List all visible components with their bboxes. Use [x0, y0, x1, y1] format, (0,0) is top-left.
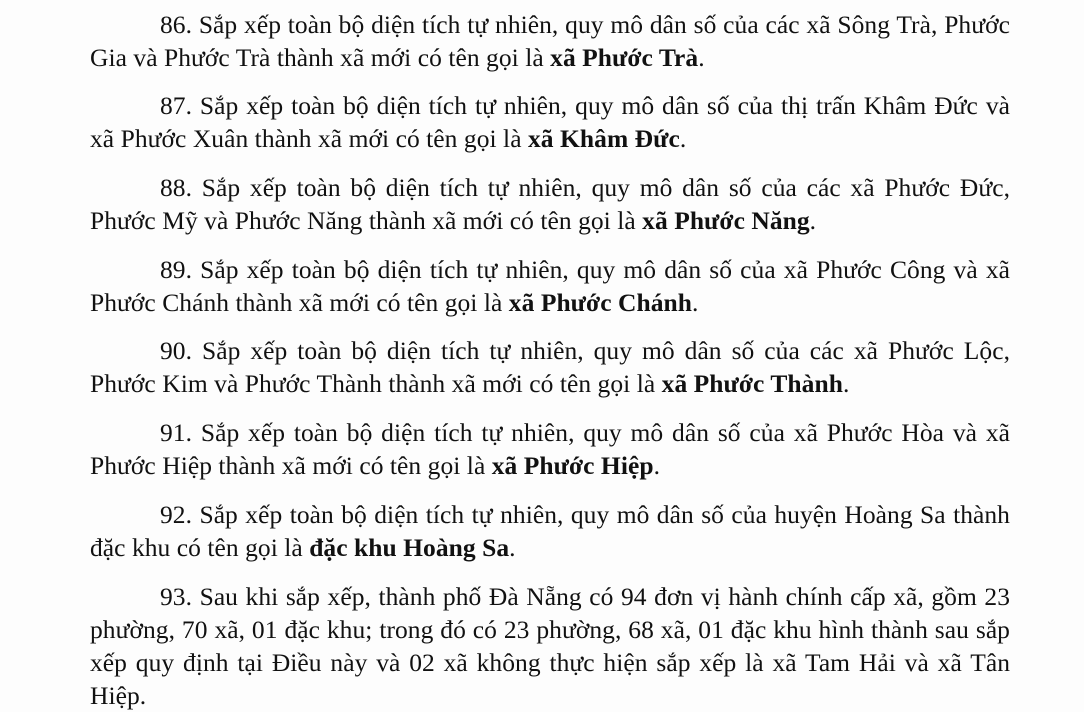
paragraph-bold-name: xã Khâm Đức: [528, 124, 680, 153]
paragraph-bold-name: xã Phước Hiệp: [491, 451, 654, 480]
paragraph-tail: .: [842, 369, 850, 398]
paragraph-89: [90, 253, 1010, 319]
paragraph-92: [90, 498, 1010, 564]
paragraph-88: [90, 171, 1010, 237]
paragraph-text: 89. Sắp xếp toàn bộ diện tích tự nhiên, quy mô dân số của xã Phước Công và xã Phước Chánh thành xã mới có tên gọi là: [90, 255, 1010, 317]
paragraph-text: 86. Sắp xếp toàn bộ diện tích tự nhiên, quy mô dân số của các xã Sông Trà, Phước Gia và Phước Trà thành xã mới có tên gọi là: [90, 10, 1010, 72]
paragraph-text: 91. Sắp xếp toàn bộ diện tích tự nhiên, quy mô dân số của xã Phước Hòa và xã Phước Hiệp thành xã mới có tên gọi là: [90, 418, 1010, 480]
paragraph-91: [90, 416, 1010, 482]
paragraph-tail: .: [509, 533, 516, 562]
paragraph-bold-name: xã Phước Năng: [642, 206, 810, 235]
paragraph-text: 88. Sắp xếp toàn bộ diện tích tự nhiên, quy mô dân số của các xã Phước Đức, Phước Mỹ và Phước Năng thành xã mới có tên gọi là: [90, 173, 1010, 235]
paragraph-text: 93. Sau khi sắp xếp, thành phố Đà Nẵng có 94 đơn vị hành chính cấp xã, gồm 23 phường, 70 xã, 01 đặc khu; trong đó có 23 phường, 68 xã, 01 đặc khu hình thành sau sắp xếp quy định tại Điều này và 02 xã không thực hiện sắp xếp là xã Tam Hải và xã Tân Hiệp.: [90, 582, 1010, 710]
paragraph-86: [90, 8, 1010, 74]
paragraph-bold-name: đặc khu Hoàng Sa: [309, 533, 510, 562]
paragraph-text: 87. Sắp xếp toàn bộ diện tích tự nhiên, quy mô dân số của thị trấn Khâm Đức và xã Phước Xuân thành xã mới có tên gọi là: [90, 91, 1010, 153]
paragraph-tail: .: [679, 124, 687, 153]
paragraph-bold-name: xã Phước Trà: [550, 43, 699, 72]
paragraph-tail: .: [809, 206, 817, 235]
paragraph-text: 90. Sắp xếp toàn bộ diện tích tự nhiên, quy mô dân số của các xã Phước Lộc, Phước Kim và Phước Thành thành xã mới có tên gọi là: [90, 336, 1010, 398]
paragraph-tail: .: [653, 451, 660, 480]
paragraph-bold-name: xã Phước Chánh: [508, 288, 692, 317]
paragraph-tail: .: [691, 288, 699, 317]
paragraph-tail: .: [698, 43, 705, 72]
paragraph-bold-name: xã Phước Thành: [661, 369, 843, 398]
paragraph-87: [90, 89, 1010, 155]
paragraph-text: 92. Sắp xếp toàn bộ diện tích tự nhiên, quy mô dân số của huyện Hoàng Sa thành đặc khu có tên gọi là: [90, 500, 1010, 562]
paragraph-90: [90, 334, 1010, 400]
paragraph-93: [90, 580, 1010, 712]
